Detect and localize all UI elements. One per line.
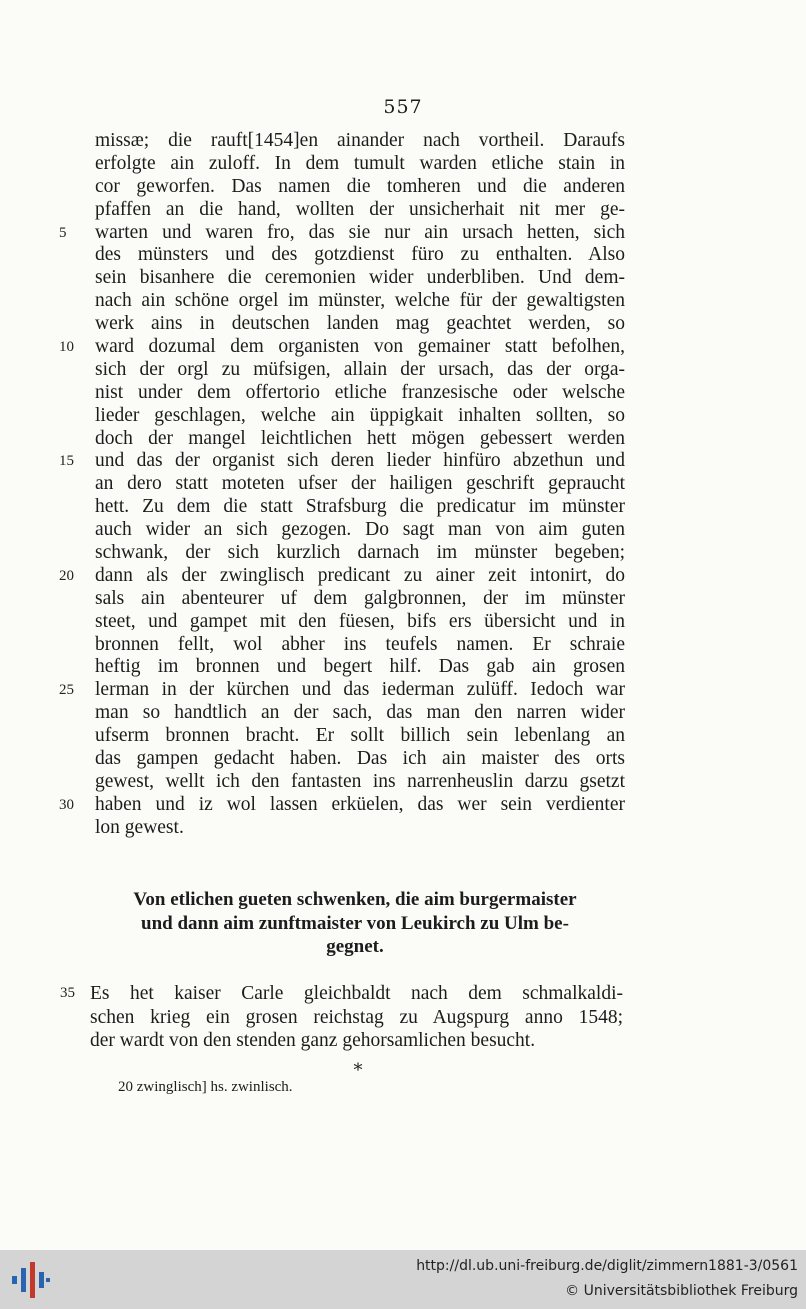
body-text bbox=[59, 130, 625, 840]
line-number: 5 bbox=[59, 224, 67, 241]
body-line bbox=[95, 130, 625, 153]
page-number: 557 bbox=[383, 96, 423, 118]
body-line bbox=[59, 336, 625, 359]
body-line-text: steet, und gampet mit den füesen, bifs ers übersicht und in bbox=[95, 610, 625, 632]
body-line bbox=[95, 313, 625, 336]
body-line bbox=[95, 611, 625, 634]
body-line-text: schwank, der sich kurzlich darnach im münster begeben; bbox=[95, 542, 625, 564]
body-line-text: an dero statt moteten ufser der hailigen geschrift gepraucht bbox=[95, 473, 625, 495]
section2-line bbox=[60, 982, 623, 1006]
body-line-text: erfolgte ain zuloff. In dem tumult warden etliche stain in bbox=[95, 152, 625, 174]
copyright-notice: © Universitätsbibliothek Freiburg bbox=[565, 1283, 798, 1299]
body-line bbox=[95, 153, 625, 176]
body-line-text: bronnen fellt, wol abher ins teufels namen. Er schraie bbox=[95, 633, 625, 655]
section2-line-text: Es het kaiser Carle gleichbaldt nach dem schmalkaldi- bbox=[90, 983, 623, 1004]
heading-line-text: Von etlichen gueten schwenken, die aim burgermaister bbox=[133, 889, 577, 910]
body-line-text: pfaffen an die hand, wollten der unsicherhait nit mer ge- bbox=[95, 198, 625, 220]
body-line-text: des münsters und des gotzdienst füro zu enthalten. Also bbox=[95, 244, 625, 266]
heading-line bbox=[85, 935, 625, 959]
body-line bbox=[95, 176, 625, 199]
heading-line bbox=[85, 912, 625, 936]
body-line-text: gewest, wellt ich den fantasten ins narrenheuslin darzu gsetzt bbox=[95, 770, 625, 792]
permalink-url[interactable]: http://dl.ub.uni-freiburg.de/diglit/zimmern1881-3/0561 bbox=[416, 1258, 798, 1274]
body-line-text: lieder geschlagen, welche ain üppigkait inhalten sollten, so bbox=[95, 404, 625, 426]
body-line bbox=[95, 748, 625, 771]
body-line-text: cor geworfen. Das namen die tomheren und die anderen bbox=[95, 175, 625, 197]
body-line bbox=[95, 473, 625, 496]
body-line bbox=[95, 290, 625, 313]
section2-line-text: schen krieg ein grosen reichstag zu Augspurg anno 1548; bbox=[90, 1006, 623, 1028]
section-heading bbox=[85, 888, 625, 959]
footnote: 20 zwinglisch] hs. zwinlisch. bbox=[118, 1079, 293, 1095]
body-line-text: dann als der zwinglisch predicant zu ainer zeit intonirt, do bbox=[95, 564, 625, 586]
body-line bbox=[59, 679, 625, 702]
body-line bbox=[95, 244, 625, 267]
body-line-text: haben und iz wol lassen erküelen, das wer sein verdienter bbox=[95, 793, 625, 815]
body-line-text: doch der mangel leichtlichen hett mögen gebessert werden bbox=[95, 427, 625, 449]
body-line bbox=[59, 564, 625, 588]
body-line-text: auch wider an sich gezogen. Do sagt man von aim guten bbox=[95, 519, 625, 541]
line-number: 35 bbox=[60, 985, 75, 1001]
body-line bbox=[95, 817, 625, 840]
section2-line bbox=[90, 1029, 623, 1053]
heading-line-text: gegnet. bbox=[326, 936, 384, 957]
body-line-text: missæ; die rauft[1454]en ainander nach vortheil. Daraufs bbox=[95, 130, 625, 151]
heading-line-text: und dann aim zunftmaister von Leukirch zu Ulm be- bbox=[141, 912, 569, 934]
body-line bbox=[95, 496, 625, 519]
section-body-text bbox=[60, 982, 623, 1053]
body-line-text: nist under dem offertorio etliche franzesische oder welsche bbox=[95, 381, 625, 403]
body-line bbox=[59, 450, 625, 473]
body-line bbox=[95, 405, 625, 428]
body-line-text: sals ain abenteurer uf dem galgbronnen, der im münster bbox=[95, 587, 625, 609]
body-line bbox=[95, 519, 625, 542]
line-number: 15 bbox=[59, 453, 74, 470]
body-line-text: man so handtlich an der sach, das man den narren wider bbox=[95, 702, 625, 724]
footer-bar bbox=[0, 1250, 806, 1309]
body-line-text: ward dozumal dem organisten von gemainer statt befolhen, bbox=[95, 336, 625, 358]
body-line bbox=[59, 793, 625, 817]
body-line bbox=[95, 542, 625, 565]
line-number: 30 bbox=[59, 796, 74, 813]
line-number: 10 bbox=[59, 339, 74, 356]
body-line bbox=[95, 634, 625, 657]
body-line bbox=[59, 221, 625, 245]
body-line bbox=[95, 725, 625, 748]
body-line-text: lerman in der kürchen und das iederman zulüff. Iedoch war bbox=[95, 679, 625, 701]
section2-line bbox=[90, 1006, 623, 1030]
body-line-text: werk ains in deutschen landen mag geachtet werden, so bbox=[95, 313, 625, 335]
body-line-text: sein bisanhere die ceremonien wider underbliben. Und dem- bbox=[95, 267, 625, 289]
body-line-text: und das der organist sich deren lieder hinfüro abzethun und bbox=[95, 450, 625, 472]
body-line bbox=[95, 656, 625, 679]
library-logo-icon bbox=[8, 1258, 52, 1302]
body-line bbox=[95, 359, 625, 382]
body-line bbox=[95, 588, 625, 611]
heading-line bbox=[85, 888, 625, 912]
body-line-text: nach ain schöne orgel im münster, welche für der gewaltigsten bbox=[95, 290, 625, 312]
body-line-text: heftig im bronnen und begert hilf. Das gab ain grosen bbox=[95, 656, 625, 678]
body-line bbox=[95, 771, 625, 794]
body-line-text: warten und waren fro, das sie nur ain ursach hetten, sich bbox=[95, 221, 625, 243]
body-line bbox=[95, 267, 625, 290]
body-line-text: das gampen gedacht haben. Das ich ain maister des orts bbox=[95, 748, 625, 770]
line-number: 25 bbox=[59, 682, 74, 699]
line-number: 20 bbox=[59, 567, 74, 584]
body-line bbox=[95, 702, 625, 725]
asterisk-marker: * bbox=[353, 1060, 363, 1081]
body-line bbox=[95, 428, 625, 451]
body-line-text: hett. Zu dem die statt Strafsburg die predicatur im münster bbox=[95, 496, 625, 518]
body-line bbox=[95, 199, 625, 222]
body-line-text: lon gewest. bbox=[95, 816, 184, 838]
body-line bbox=[95, 382, 625, 405]
section2-line-text: der wardt von den stenden ganz gehorsamlichen besucht. bbox=[90, 1030, 536, 1051]
body-line-text: ufserm bronnen bracht. Er sollt billich sein lebenlang an bbox=[95, 725, 625, 747]
body-line-text: sich der orgl zu müfsigen, allain der ursach, das der orga- bbox=[95, 358, 625, 380]
